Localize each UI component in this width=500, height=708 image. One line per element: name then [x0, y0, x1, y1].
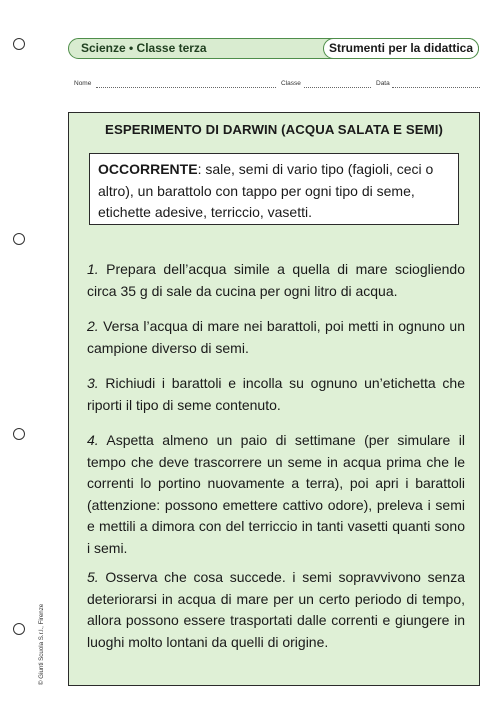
step-2 — [87, 316, 465, 359]
name-field[interactable] — [96, 87, 276, 88]
date-field[interactable] — [392, 87, 480, 88]
materials-box — [89, 153, 459, 225]
subject-label: Scienze • Classe terza — [81, 41, 207, 55]
step-number: 2. — [87, 318, 99, 334]
student-info-line — [74, 80, 480, 92]
step-3 — [87, 373, 465, 416]
binder-hole-1 — [13, 38, 25, 50]
page-header — [68, 38, 479, 59]
binder-hole-3 — [13, 428, 25, 440]
step-text: Osserva che cosa succede. i semi sopravvivono senza deteriorarsi in acqua di mare per un certo periodo di tempo, allora possono essere trasportati dalle correnti e giungere in luoghi molto lontani da quelli di origine. — [87, 569, 465, 650]
class-field[interactable] — [304, 87, 371, 88]
materials-text: : sale, semi di vario tipo (fagioli, ceci o altro), un barattolo con tappo per ogni tipo di seme, etichette adesive, terriccio, vasetti. — [98, 161, 434, 220]
class-label: Classe — [281, 80, 301, 87]
step-number: 4. — [87, 432, 99, 448]
step-text: Aspetta almeno un paio di settimane (per simulare il tempo che deve trascorrere un seme in acqua prima che le correnti lo portino nuovamente a terra), poi apri i barattoli (attenzione: possono emettere cattivo odore), preleva i semi e mettili a dimora con del terriccio in tanti vasetti quanti sono i semi. — [87, 432, 465, 556]
step-number: 1. — [87, 261, 99, 277]
date-label: Data — [376, 80, 390, 87]
materials-label: OCCORRENTE — [98, 161, 198, 177]
step-text: Prepara dell’acqua simile a quella di mare sciogliendo circa 35 g di sale da cucina per ogni litro di acqua. — [87, 261, 465, 299]
section-label: Strumenti per la didattica — [323, 38, 479, 59]
step-1 — [87, 259, 465, 302]
step-text: Versa l’acqua di mare nei barattoli, poi metti in ognuno un campione diverso di semi. — [87, 318, 465, 356]
step-5 — [87, 567, 465, 653]
publisher-credit-text: © Giunti Scuola S.r.l., Firenze — [38, 603, 45, 685]
publisher-credit — [38, 585, 48, 685]
name-label: Nome — [74, 80, 92, 87]
step-number: 3. — [87, 375, 99, 391]
step-4 — [87, 430, 465, 559]
step-number: 5. — [87, 569, 99, 585]
experiment-card — [68, 112, 480, 686]
step-text: Richiudi i barattoli e incolla su ognuno un’etichetta che riporti il tipo di seme contenuto. — [87, 375, 465, 413]
binder-hole-2 — [13, 233, 25, 245]
experiment-title: ESPERIMENTO DI DARWIN (ACQUA SALATA E SEMI) — [105, 122, 443, 137]
binder-hole-4 — [13, 623, 25, 635]
